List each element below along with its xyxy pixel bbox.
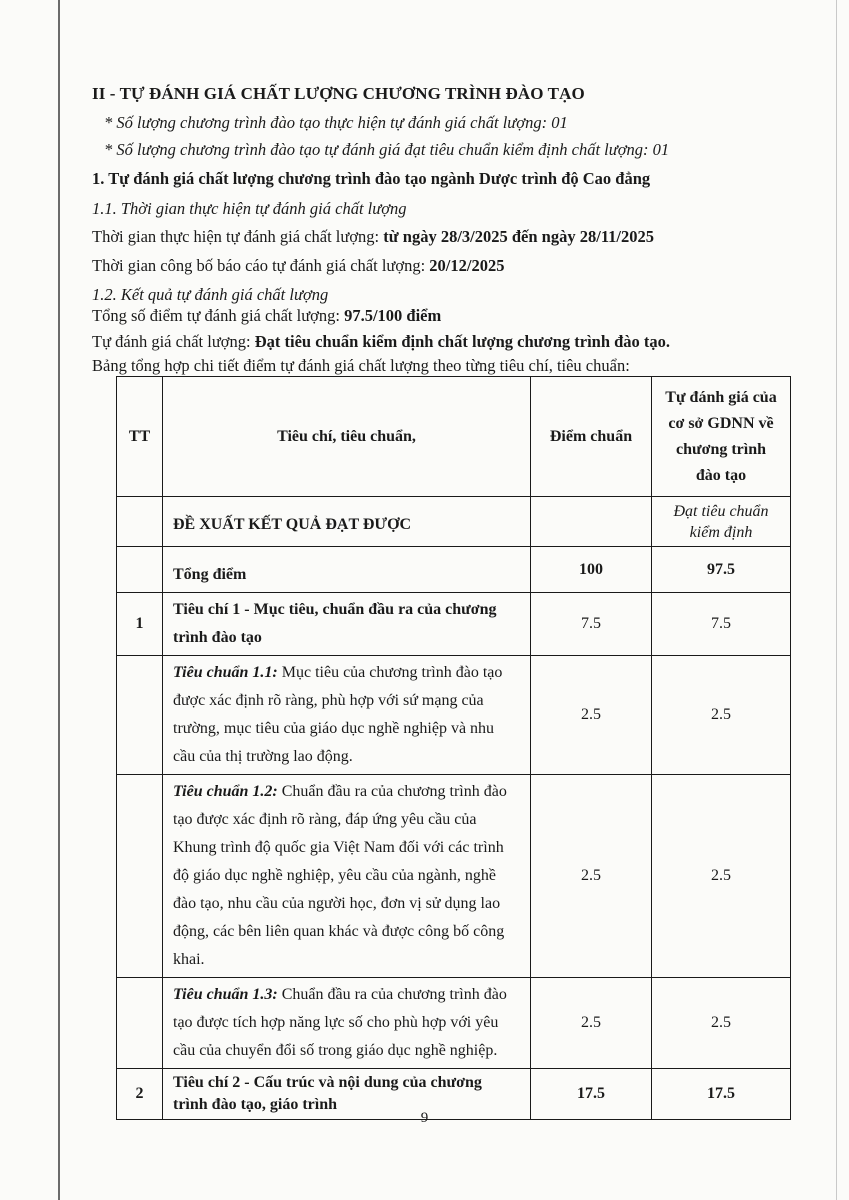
page-number: 9 xyxy=(420,1110,429,1126)
proposal-row xyxy=(117,497,791,547)
row-tt xyxy=(117,978,163,1069)
table-intro: Bảng tổng hợp chi tiết điểm tự đánh giá chất lượng theo từng tiêu chí, tiêu chuẩn: xyxy=(92,356,630,375)
row-standard-text xyxy=(163,775,531,978)
scan-right-edge xyxy=(836,0,837,1200)
header-criteria: Tiêu chí, tiêu chuẩn, xyxy=(163,377,531,497)
row-score: 17.5 xyxy=(531,1069,652,1120)
table-row xyxy=(117,978,791,1069)
section-title: II - TỰ ĐÁNH GIÁ CHẤT LƯỢNG CHƯƠNG TRÌNH ĐÀO TẠO xyxy=(92,84,585,103)
s11-title: 1.1. Thời gian thực hiện tự đánh giá chất lượng xyxy=(92,199,407,218)
s12-title: 1.2. Kết quả tự đánh giá chất lượng xyxy=(92,285,329,304)
standard-prefix: Tiêu chuẩn 1.2: xyxy=(173,783,278,800)
row-self: 2.5 xyxy=(652,656,791,775)
row-score: 2.5 xyxy=(531,775,652,978)
table-row xyxy=(117,775,791,978)
proposal-self: Đạt tiêu chuẩn kiểm định xyxy=(652,497,791,547)
row-self: 7.5 xyxy=(652,593,791,656)
row-standard-text xyxy=(163,978,531,1069)
standard-prefix: Tiêu chuẩn 1.3: xyxy=(173,986,278,1003)
s12-line-1 xyxy=(92,306,441,326)
header-self-assessment: Tự đánh giá của cơ sở GDNN về chương trình đào tạo xyxy=(652,377,791,497)
standard-prefix: Tiêu chuẩn 1.1: xyxy=(173,664,278,681)
proposal-tt xyxy=(117,497,163,547)
scan-left-edge xyxy=(58,0,60,1200)
s11-line-1-value: từ ngày 28/3/2025 đến ngày 28/11/2025 xyxy=(383,227,654,246)
total-self: 97.5 xyxy=(652,547,791,593)
subsection-title: 1. Tự đánh giá chất lượng chương trình đào tạo ngành Dược trình độ Cao đẳng xyxy=(92,169,651,188)
s12-line-1-label: Tổng số điểm tự đánh giá chất lượng: xyxy=(92,306,345,325)
s11-line-2-value: 20/12/2025 xyxy=(429,256,505,275)
header-tt: TT xyxy=(117,377,163,497)
bullet-count-passed: * Số lượng chương trình đào tạo tự đánh giá đạt tiêu chuẩn kiểm định chất lượng: 01 xyxy=(104,140,670,159)
total-tt xyxy=(117,547,163,593)
row-criterion-text: Tiêu chí 1 - Mục tiêu, chuẩn đầu ra của chương trình đào tạo xyxy=(163,593,531,656)
standard-body: Chuẩn đầu ra của chương trình đào tạo được tích hợp năng lực số cho phù hợp với yêu cầu của chuyển đổi số trong giáo dục nghề nghiệp. xyxy=(173,986,507,1059)
s11-line-1 xyxy=(92,227,654,247)
table-row xyxy=(117,593,791,656)
bullet-count-programs: * Số lượng chương trình đào tạo thực hiện tự đánh giá chất lượng: 01 xyxy=(104,113,568,132)
table-row xyxy=(117,656,791,775)
total-score: 100 xyxy=(531,547,652,593)
row-tt xyxy=(117,656,163,775)
standard-body: Mục tiêu của chương trình đào tạo được xác định rõ ràng, phù hợp với sứ mạng của trường, mục tiêu của giáo dục nghề nghiệp và nhu cầu của thị trường lao động. xyxy=(173,664,503,765)
s12-line-2-value: Đạt tiêu chuẩn kiểm định chất lượng chương trình đào tạo. xyxy=(254,332,671,351)
row-self: 2.5 xyxy=(652,978,791,1069)
table-header-row xyxy=(117,377,791,497)
s12-line-1-value: 97.5/100 điểm xyxy=(344,306,442,325)
row-tt: 1 xyxy=(117,593,163,656)
s12-line-2 xyxy=(92,332,670,352)
proposal-label: ĐỀ XUẤT KẾT QUẢ ĐẠT ĐƯỢC xyxy=(163,497,531,547)
s11-line-2-label: Thời gian công bố báo cáo tự đánh giá chất lượng: xyxy=(92,256,430,275)
row-tt: 2 xyxy=(117,1069,163,1120)
total-label: Tổng điểm xyxy=(163,547,531,593)
row-self: 17.5 xyxy=(652,1069,791,1120)
header-score: Điểm chuẩn xyxy=(531,377,652,497)
s11-line-1-label: Thời gian thực hiện tự đánh giá chất lượng: xyxy=(92,227,384,246)
total-row xyxy=(117,547,791,593)
row-criterion-text: Tiêu chí 2 - Cấu trúc và nội dung của chương trình đào tạo, giáo trình xyxy=(163,1069,531,1120)
standard-body: Chuẩn đầu ra của chương trình đào tạo được xác định rõ ràng, đáp ứng yêu cầu của Khung trình độ quốc gia Việt Nam đối với các trình độ giáo dục nghề nghiệp, yêu cầu của ngành, nghề đào tạo, nhu cầu của người học, đơn vị sử dụng lao động, các bên liên quan khác và được công bố công khai. xyxy=(173,783,507,968)
row-self: 2.5 xyxy=(652,775,791,978)
row-score: 7.5 xyxy=(531,593,652,656)
s11-line-2 xyxy=(92,256,504,276)
proposal-score xyxy=(531,497,652,547)
score-table xyxy=(116,376,791,1120)
row-standard-text xyxy=(163,656,531,775)
row-score: 2.5 xyxy=(531,656,652,775)
row-tt xyxy=(117,775,163,978)
s12-line-2-label: Tự đánh giá chất lượng: xyxy=(92,332,255,351)
row-score: 2.5 xyxy=(531,978,652,1069)
